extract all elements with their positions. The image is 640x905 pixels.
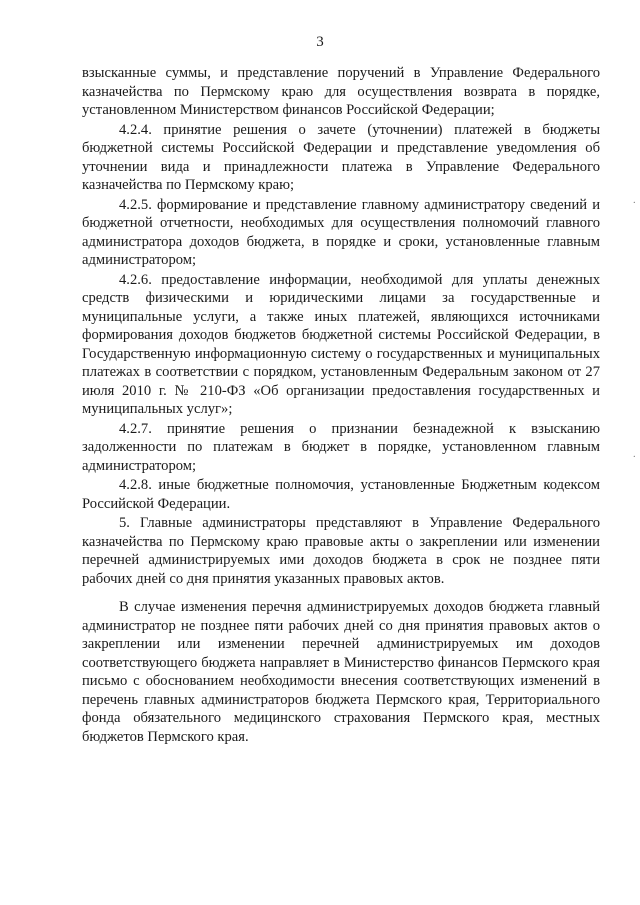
paragraph-4-2-7: 4.2.7. принятие решения о признании безнадежной к взысканию задолженности по платежам в бюджет в порядке, установленном главным администратором; [82, 420, 600, 474]
margin-scan-mark: · [632, 452, 636, 463]
paragraph-change-case: В случае изменения перечня администрируемых доходов бюджета главный администратор не позднее пяти рабочих дней со дня принятия правовых актов о закреплении или изменении перечней администрируемых им доходов соответствующего бюджета направляет в Министерство финансов Пермского края письмо с обоснованием необходимости внесения соответствующих изменений в перечень главных администраторов бюджета Пермского края, Территориального фонда обязательного медицинского страхования Пермского края, местных бюджетов Пермского края. [82, 599, 600, 745]
paragraph-4-2-8: 4.2.8. иные бюджетные полномочия, установленные Бюджетным кодексом Российской Федерации. [82, 477, 600, 512]
margin-scan-mark: · [632, 198, 636, 209]
page-number: 3 [316, 34, 324, 50]
paragraph-4-2-5: 4.2.5. формирование и представление главному администратору сведений и бюджетной отчетности, необходимых для осуществления полномочий главного администратора доходов бюджета, в порядке и сроки, установленные главным администратором; [82, 196, 600, 268]
paragraph-continuation: взысканные суммы, и представление поручений в Управление Федерального казначейства по Пермскому краю для осуществления возврата в порядке, установленном Министерством финансов Российской Федерации; [82, 65, 600, 118]
paragraph-4-2-4: 4.2.4. принятие решения о зачете (уточнении) платежей в бюджеты бюджетной системы Российской Федерации и представление уведомления об уточнении вида и принадлежности платежа в Управление Федерального казначейства по Пермскому краю; [82, 121, 600, 193]
document-body [82, 64, 600, 747]
paragraph-5: 5. Главные администраторы представляют в Управление Федерального казначейства по Пермскому краю правовые акты о закреплении или изменении перечней администрируемых ими доходов бюджета в срок не позднее пяти рабочих дней со дня принятия указанных правовых актов. [82, 515, 600, 587]
paragraph-4-2-6: 4.2.6. предоставление информации, необходимой для уплаты денежных средств физическими и юридическими лицами за государственные и муниципальные услуги, а также иных платежей, являющихся источниками формирования доходов бюджетов бюджетной системы Российской Федерации, в Государственную информационную систему о государственных и муниципальных платежах в соответствии с порядком, установленным Федеральным законом от 27 июля 2010 г. № 210-ФЗ «Об организации предоставления государственных и муниципальных услуг»; [82, 271, 600, 417]
